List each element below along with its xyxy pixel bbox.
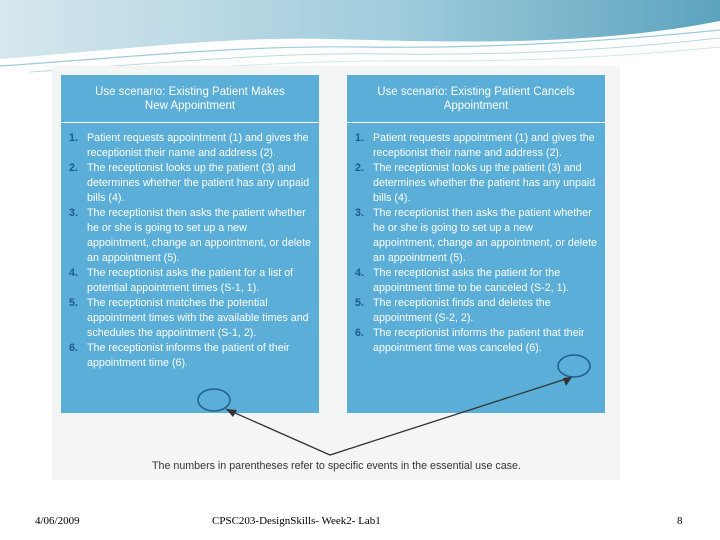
scenario-step [355, 206, 597, 266]
scenario-steps [61, 123, 319, 371]
figure-panel [52, 66, 620, 480]
step-text: The receptionist matches the potential appointment times with the available times and schedules the appointment (S-1, 2). [87, 297, 309, 339]
step-number: 4. [355, 267, 364, 279]
scenario-step [69, 161, 311, 206]
scenario-step [69, 266, 311, 296]
step-number: 4. [69, 267, 78, 279]
step-text: The receptionist then asks the patient whether he or she is going to set up a new appointment, change an appointment, or delete an appointment (5). [373, 207, 598, 264]
scenario-title: Use scenario: Existing Patient Cancels Appointment [347, 75, 605, 123]
scenario-step [69, 206, 311, 266]
page-number: 8 [677, 515, 683, 527]
step-number: 2. [69, 162, 78, 174]
step-number: 1. [355, 132, 364, 144]
step-number: 5. [69, 297, 78, 309]
scenario-step [355, 326, 597, 356]
scenario-step [355, 131, 597, 161]
step-text: The receptionist informs the patient that their appointment time was canceled (6). [373, 327, 585, 354]
step-number: 5. [355, 297, 364, 309]
step-number: 1. [69, 132, 78, 144]
footer-course-title: CPSC203-DesignSkills- Week2- Lab1 [212, 515, 381, 527]
step-number: 6. [355, 327, 364, 339]
step-text: The receptionist finds and deletes the appointment (S-2, 2). [373, 297, 551, 324]
figure-caption: The numbers in parentheses refer to specific events in the essential use case. [152, 460, 521, 472]
step-number: 2. [355, 162, 364, 174]
scenario-column-cancels-appointment [347, 75, 605, 413]
step-text: The receptionist looks up the patient (3) and determines whether the patient has any unpaid bills (4). [87, 162, 310, 204]
step-text: Patient requests appointment (1) and gives the receptionist their name and address (2). [87, 132, 309, 159]
step-text: The receptionist asks the patient for a list of potential appointment times (S-1, 1). [87, 267, 294, 294]
scenario-step [355, 296, 597, 326]
scenario-step [69, 131, 311, 161]
scenario-step [355, 161, 597, 206]
step-number: 3. [355, 207, 364, 219]
step-text: The receptionist informs the patient of their appointment time (6). [87, 342, 290, 369]
scenario-step [69, 296, 311, 341]
scenario-column-makes-appointment [61, 75, 319, 413]
scenario-title: Use scenario: Existing Patient Makes New Appointment [61, 75, 319, 123]
footer-date: 4/06/2009 [35, 515, 80, 527]
scenario-step [355, 266, 597, 296]
scenario-step [69, 341, 311, 371]
step-number: 3. [69, 207, 78, 219]
scenario-steps [347, 123, 605, 356]
step-number: 6. [69, 342, 78, 354]
step-text: The receptionist looks up the patient (3) and determines whether the patient has any unpaid bills (4). [373, 162, 596, 204]
step-text: The receptionist then asks the patient whether he or she is going to set up a new appointment, change an appointment, or delete an appointment (5). [87, 207, 312, 264]
step-text: The receptionist asks the patient for the appointment time to be canceled (S-2, 1). [373, 267, 570, 294]
step-text: Patient requests appointment (1) and gives the receptionist their name and address (2). [373, 132, 595, 159]
